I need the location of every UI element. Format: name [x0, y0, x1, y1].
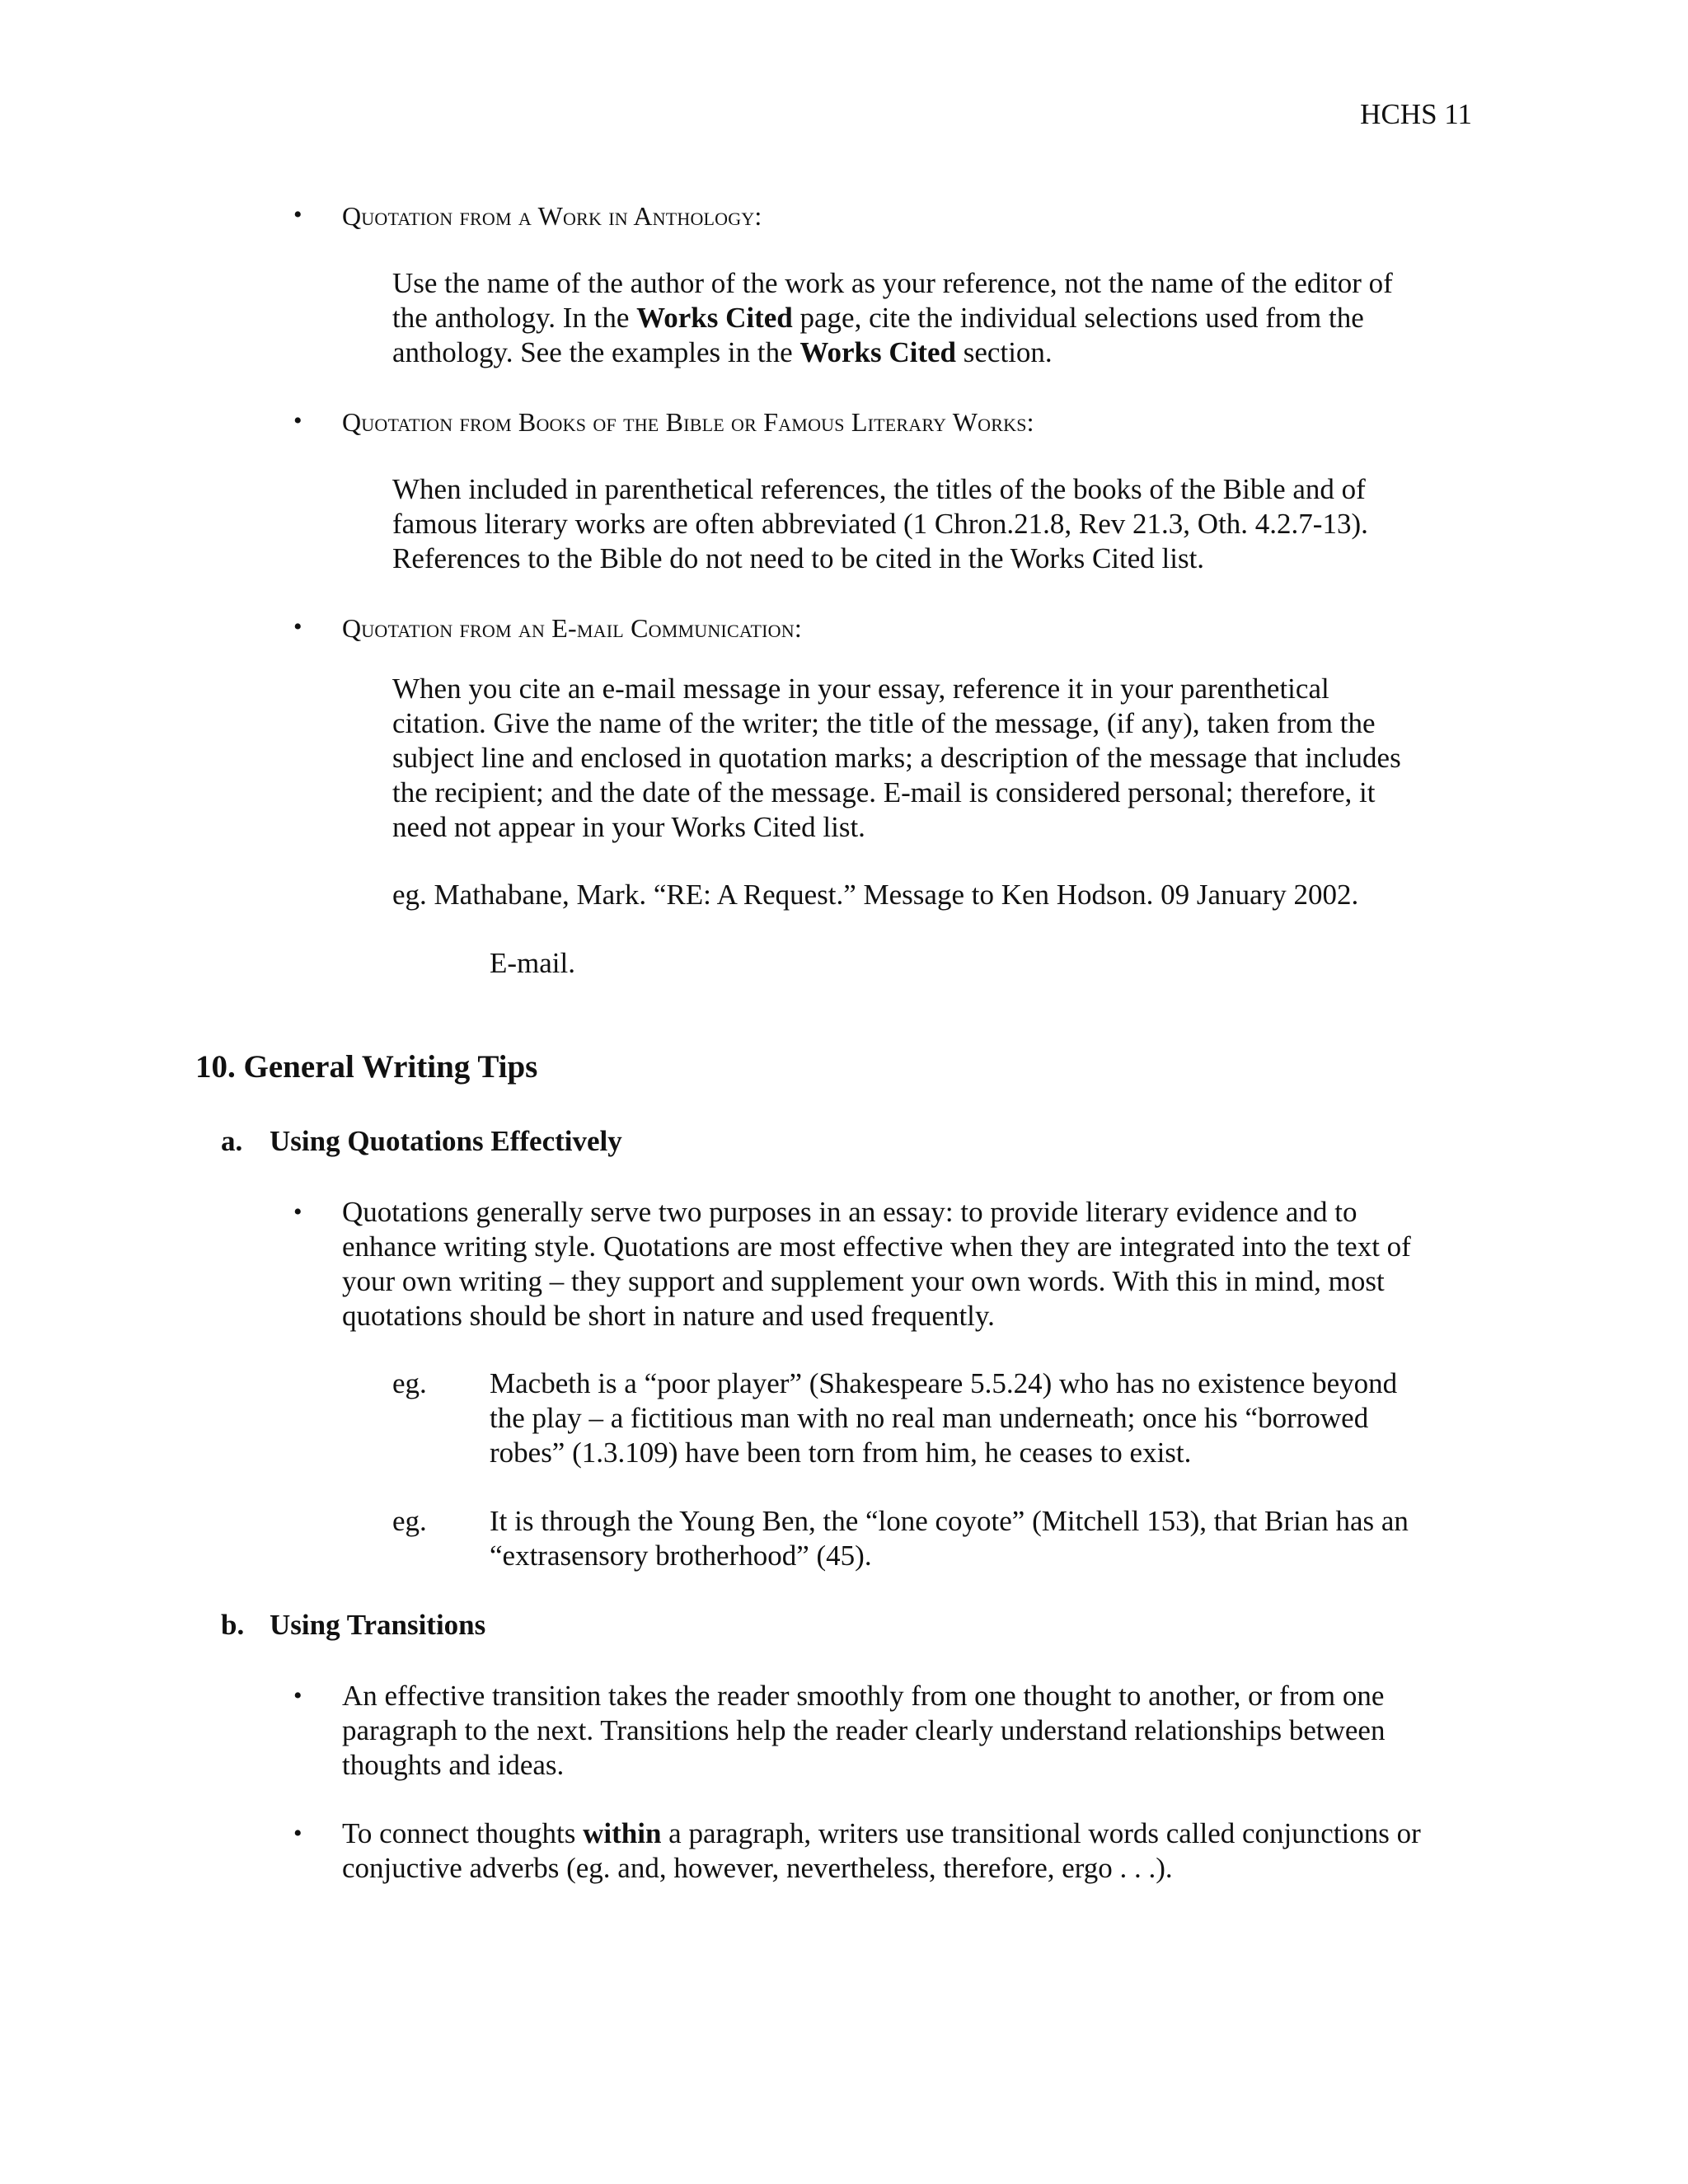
heading-email: Quotation from an E-mail Communication: [342, 613, 802, 643]
email-example-line-1: eg. Mathabane, Mark. “RE: A Request.” Message to Ken Hodson. 09 January 2002. [392, 879, 1359, 911]
bullet-bible: • [293, 407, 302, 434]
transition-2-line-1: To connect thoughts within a paragraph, writers use transitional words called conjunctions or [342, 1817, 1421, 1849]
transition-2-line-2: conjuctive adverbs (eg. and, however, nevertheless, therefore, ergo . . .). [342, 1852, 1173, 1884]
heading-anthology: Quotation from a Work in Anthology: [342, 201, 762, 231]
quotations-line-2: enhance writing style. Quotations are most effective when they are integrated into the text of [342, 1230, 1411, 1263]
subsection-a-title: Using Quotations Effectively [270, 1125, 622, 1157]
anthology-line-2: the anthology. In the Works Cited page, cite the individual selections used from the [392, 302, 1364, 334]
email-line-2: citation. Give the name of the writer; the title of the message, (if any), taken from the [392, 707, 1376, 739]
page-header-label: HCHS 11 [1360, 98, 1472, 130]
example-1-line-1: Macbeth is a “poor player” (Shakespeare 5.5.24) who has no existence beyond [490, 1367, 1398, 1399]
bible-line-3: References to the Bible do not need to be cited in the Works Cited list. [392, 542, 1205, 574]
example-1-marker: eg. [392, 1367, 427, 1399]
subsection-b-label: b. [221, 1609, 245, 1641]
email-line-4: the recipient; and the date of the message. E-mail is considered personal; therefore, it [392, 776, 1376, 808]
section-heading-general-writing-tips: 10. General Writing Tips [195, 1049, 538, 1085]
subsection-a-label: a. [221, 1125, 243, 1157]
bible-line-2: famous literary works are often abbreviated (1 Chron.21.8, Rev 21.3, Oth. 4.2.7-13). [392, 508, 1368, 540]
bullet-email: • [293, 613, 302, 640]
anthology-line-1: Use the name of the author of the work as your reference, not the name of the editor of [392, 267, 1393, 299]
transition-1-line-3: thoughts and ideas. [342, 1749, 565, 1781]
example-2-line-1: It is through the Young Ben, the “lone coyote” (Mitchell 153), that Brian has an [490, 1505, 1409, 1537]
example-1-line-3: robes” (1.3.109) have been torn from him, he ceases to exist. [490, 1436, 1192, 1469]
example-2-marker: eg. [392, 1505, 427, 1537]
quotations-line-4: quotations should be short in nature and used frequently. [342, 1300, 995, 1332]
example-2-line-2: “extrasensory brotherhood” (45). [490, 1540, 872, 1572]
transition-1-line-2: paragraph to the next. Transitions help the reader clearly understand relationships between [342, 1714, 1386, 1746]
email-line-1: When you cite an e-mail message in your essay, reference it in your parenthetical [392, 673, 1329, 705]
bullet-quotations: • [293, 1198, 302, 1226]
email-line-3: subject line and enclosed in quotation marks; a description of the message that includes [392, 742, 1401, 774]
quotations-line-1: Quotations generally serve two purposes in an essay: to provide literary evidence and to [342, 1196, 1357, 1228]
bullet-anthology: • [293, 201, 302, 228]
email-line-5: need not appear in your Works Cited list. [392, 811, 865, 843]
quotations-line-3: your own writing – they support and supplement your own words. With this in mind, most [342, 1265, 1385, 1297]
bible-line-1: When included in parenthetical references, the titles of the books of the Bible and of [392, 473, 1366, 505]
example-1-line-2: the play – a fictitious man with no real man underneath; once his “borrowed [490, 1402, 1369, 1434]
email-example-line-2: E-mail. [490, 947, 575, 979]
anthology-line-3: anthology. See the examples in the Works Cited section. [392, 336, 1053, 368]
bullet-transition-2: • [293, 1820, 302, 1847]
subsection-b-title: Using Transitions [270, 1609, 486, 1641]
bullet-transition-1: • [293, 1682, 302, 1709]
transition-1-line-1: An effective transition takes the reader smoothly from one thought to another, or from one [342, 1680, 1385, 1712]
heading-bible: Quotation from Books of the Bible or Famous Literary Works: [342, 407, 1034, 437]
